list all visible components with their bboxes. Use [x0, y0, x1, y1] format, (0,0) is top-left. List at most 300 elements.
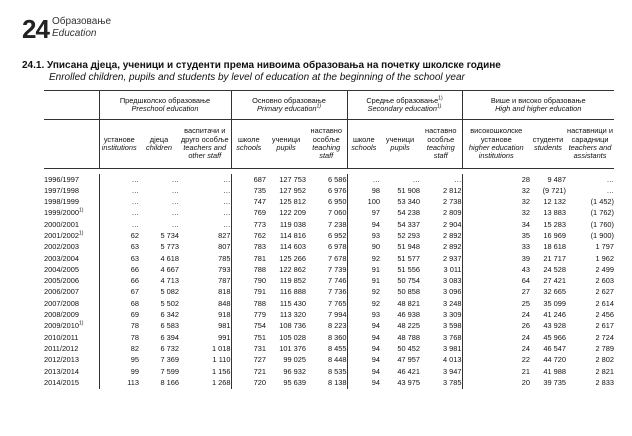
value-cell: 687: [231, 174, 266, 185]
value-cell: …: [606, 174, 614, 184]
group-header: [231, 91, 347, 120]
value-cell: 2 627: [595, 287, 614, 297]
value-cell: …: [99, 197, 139, 208]
group-label-en: [232, 105, 347, 113]
value-cell: 91: [347, 276, 380, 287]
value-cell: 3 785: [443, 377, 462, 387]
value-cell: 94: [347, 332, 380, 343]
value-cell: 818: [218, 287, 231, 297]
footnote-marker: 1): [316, 103, 321, 110]
value-cell: 44 720: [543, 355, 566, 365]
value-cell: (9 721): [542, 185, 566, 195]
value-cell: 97: [347, 208, 380, 219]
value-cell: 90: [347, 242, 380, 253]
col-label-en: teachers and other staff: [183, 143, 227, 161]
value-cell: 43 975: [397, 377, 420, 387]
value-cell: …: [171, 185, 179, 195]
value-cell: 35: [462, 230, 530, 241]
year-cell: [44, 197, 99, 208]
value-cell: 41 988: [543, 366, 566, 376]
year-cell: [44, 298, 99, 309]
value-cell: 92: [347, 298, 380, 309]
value-cell: 3 096: [443, 287, 462, 297]
col-label-en: teaching staff: [312, 143, 341, 161]
value-cell: 779: [231, 310, 266, 321]
table-row: [44, 332, 614, 343]
year-cell: [44, 253, 99, 264]
chapter-number: 24: [22, 14, 49, 44]
col-label-en: students: [534, 143, 562, 152]
year-label: 2005/2006: [44, 276, 79, 286]
table-row: [44, 343, 614, 354]
value-cell: 7 369: [160, 355, 179, 365]
col-label-sr: наставно особље: [310, 126, 342, 144]
col-label-sr: дјеца: [149, 134, 169, 144]
col-label-en: institutions: [101, 143, 137, 152]
table-row: [44, 230, 614, 241]
table-row: [44, 219, 614, 230]
value-cell: …: [223, 174, 231, 184]
value-cell: 113: [99, 377, 139, 388]
column-header: [231, 120, 266, 169]
column-header: [420, 120, 462, 169]
value-cell: (1 452): [590, 197, 614, 207]
value-cell: 2 499: [595, 264, 614, 274]
value-cell: 94: [347, 343, 380, 354]
col-label-en: teachers and assistants: [568, 143, 612, 161]
value-cell: 2 904: [443, 219, 462, 229]
value-cell: 754: [231, 321, 266, 332]
column-header: [179, 120, 231, 169]
value-cell: 720: [231, 377, 266, 388]
table-body: [44, 174, 614, 389]
value-cell: 3 981: [443, 343, 462, 353]
value-cell: 114 603: [279, 242, 306, 252]
value-cell: 3 309: [443, 310, 462, 320]
value-cell: 13 883: [543, 208, 566, 218]
col-label-sr: установе: [103, 134, 135, 144]
year-cell: [44, 219, 99, 230]
year-cell: [44, 208, 99, 219]
table-row: [44, 377, 614, 388]
value-cell: 7 238: [328, 219, 347, 229]
table-row: [44, 185, 614, 196]
value-cell: 791: [231, 287, 266, 298]
footnote-marker: 1): [78, 320, 84, 327]
value-cell: 46 421: [397, 366, 420, 376]
value-cell: 96 932: [283, 366, 306, 376]
table-row: [44, 321, 614, 332]
value-cell: 63: [99, 242, 139, 253]
value-cell: 2 603: [595, 276, 614, 286]
value-cell: 2 937: [443, 253, 462, 263]
column-header: [266, 120, 306, 169]
value-cell: 6 583: [160, 321, 179, 331]
value-cell: 78: [99, 321, 139, 332]
value-cell: …: [412, 174, 420, 184]
value-cell: 94: [347, 321, 380, 332]
value-cell: 3 083: [443, 276, 462, 286]
footnote-marker: 1): [438, 95, 443, 102]
value-cell: 94: [347, 377, 380, 388]
value-cell: 8 448: [328, 355, 347, 365]
value-cell: 95: [99, 355, 139, 366]
year-cell: [44, 332, 99, 343]
value-cell: 2 821: [595, 366, 614, 376]
value-cell: 53 340: [397, 197, 420, 207]
value-cell: 6 732: [160, 343, 179, 353]
table-row: [44, 208, 614, 219]
value-cell: 751: [231, 332, 266, 343]
value-cell: …: [171, 208, 179, 218]
value-cell: 7 599: [160, 366, 179, 376]
value-cell: 2 892: [443, 230, 462, 240]
value-cell: 78: [99, 332, 139, 343]
value-cell: 22: [462, 355, 530, 366]
value-cell: 51 908: [397, 185, 420, 195]
value-cell: 115 430: [279, 298, 306, 308]
value-cell: 12 132: [543, 197, 566, 207]
col-label-en: pupils: [276, 143, 296, 152]
group-label-sr: Средње образовање: [366, 95, 439, 105]
value-cell: 7 736: [328, 287, 347, 297]
value-cell: 2 724: [595, 332, 614, 342]
value-cell: 18 618: [543, 242, 566, 252]
year-cell: [44, 185, 99, 196]
value-cell: 24 528: [543, 264, 566, 274]
col-label-sr: ученици: [385, 134, 415, 144]
value-cell: 721: [231, 366, 266, 377]
value-cell: 93: [347, 230, 380, 241]
value-cell: …: [171, 219, 179, 229]
value-cell: 781: [231, 253, 266, 264]
value-cell: 1 018: [212, 343, 231, 353]
value-cell: 2 809: [443, 208, 462, 218]
value-cell: 101 376: [279, 343, 306, 353]
value-cell: 92: [347, 287, 380, 298]
group-label-sr: Основно образовање: [252, 95, 326, 105]
column-header: [462, 120, 530, 169]
chapter-heading: [52, 16, 111, 40]
column-header: [530, 120, 566, 169]
value-cell: (1 900): [590, 230, 614, 240]
value-cell: 127 952: [279, 185, 306, 195]
value-cell: 93: [347, 310, 380, 321]
value-cell: 2 738: [443, 197, 462, 207]
value-cell: 3 011: [443, 264, 462, 274]
footnote-marker: 1): [78, 230, 84, 237]
value-cell: 122 209: [279, 208, 306, 218]
value-cell: …: [99, 185, 139, 196]
value-cell: 8 166: [160, 377, 179, 387]
table-row: [44, 310, 614, 321]
value-cell: 99 025: [283, 355, 306, 365]
value-cell: 4 667: [160, 264, 179, 274]
year-label: 2000/2001: [44, 219, 79, 229]
value-cell: 8 223: [328, 321, 347, 331]
value-cell: 788: [231, 264, 266, 275]
value-cell: 122 862: [279, 264, 306, 274]
value-cell: 918: [218, 310, 231, 320]
value-cell: 46 938: [397, 310, 420, 320]
year-label: 2014/2015: [44, 377, 79, 387]
value-cell: 91: [347, 264, 380, 275]
value-cell: 787: [218, 276, 231, 286]
column-header: [139, 120, 179, 169]
value-cell: 5 502: [160, 298, 179, 308]
value-cell: 6 952: [328, 230, 347, 240]
value-cell: 68: [99, 298, 139, 309]
value-cell: 793: [218, 264, 231, 274]
col-label-sr: наставници и сарадници: [567, 126, 613, 144]
year-cell: [44, 355, 99, 366]
value-cell: 7 994: [328, 310, 347, 320]
value-cell: 28: [462, 174, 530, 185]
col-label-sr: високошколске установе: [470, 126, 523, 144]
col-label-en: teaching staff: [426, 143, 455, 161]
value-cell: 7 746: [328, 276, 347, 286]
value-cell: …: [99, 208, 139, 219]
value-cell: …: [606, 185, 614, 195]
value-cell: 39: [462, 253, 530, 264]
value-cell: …: [99, 219, 139, 230]
group-label-en: High and higher education: [495, 104, 582, 113]
value-cell: 43 928: [543, 321, 566, 331]
value-cell: 9 487: [547, 174, 566, 184]
table-title-en: Enrolled children, pupils and students by level of education at the beginning of the school year: [49, 72, 465, 83]
group-label-en-text: Secondary education: [367, 104, 437, 113]
value-cell: 6 976: [328, 185, 347, 195]
table-title-sr: Уписана дјеца, ученици и студенти према нивоима образовања на почетку школске године: [47, 60, 501, 71]
group-header: [99, 91, 231, 120]
value-cell: 6 394: [160, 332, 179, 342]
value-cell: 63: [99, 253, 139, 264]
year-cell: [44, 230, 99, 241]
year-label: 2011/2012: [44, 343, 79, 353]
value-cell: 92: [347, 253, 380, 264]
table-row: [44, 287, 614, 298]
year-label: 2010/2011: [44, 332, 79, 342]
value-cell: 7 765: [328, 298, 347, 308]
year-label: 1999/2000: [44, 208, 79, 218]
value-cell: 20: [462, 377, 530, 388]
value-cell: 783: [231, 242, 266, 253]
value-cell: 34: [462, 219, 530, 230]
value-cell: 8 455: [328, 343, 347, 353]
value-cell: 119 852: [279, 276, 306, 286]
value-cell: 125 266: [279, 253, 306, 263]
value-cell: …: [223, 208, 231, 218]
value-cell: 32: [462, 197, 530, 208]
value-cell: 48 788: [397, 332, 420, 342]
value-cell: 735: [231, 185, 266, 196]
value-cell: 4 618: [160, 253, 179, 263]
footnote-marker: 1): [78, 207, 84, 214]
value-cell: …: [347, 174, 380, 185]
value-cell: …: [223, 185, 231, 195]
table-number: 24.1.: [22, 60, 45, 71]
table-row: [44, 264, 614, 275]
year-cell: [44, 276, 99, 287]
year-cell: [44, 310, 99, 321]
value-cell: 54 337: [397, 219, 420, 229]
value-cell: 99: [99, 366, 139, 377]
year-label: 2001/2002: [44, 230, 79, 240]
table-row: [44, 197, 614, 208]
group-label-sr: Предшколско образовање: [119, 95, 211, 105]
value-cell: 3 598: [443, 321, 462, 331]
value-cell: 32: [462, 185, 530, 196]
value-cell: 5 773: [160, 242, 179, 252]
value-cell: 6 586: [328, 174, 347, 184]
value-cell: 807: [218, 242, 231, 252]
value-cell: 1 110: [212, 355, 231, 365]
col-label-en: pupils: [390, 143, 410, 152]
value-cell: 48 821: [397, 298, 420, 308]
year-cell: [44, 377, 99, 388]
chapter-title-en: Education: [52, 28, 97, 39]
value-cell: 6 950: [328, 197, 347, 207]
value-cell: 1 156: [212, 366, 231, 376]
col-label-sr: васпитачи и друго особље: [180, 126, 229, 144]
value-cell: 21 717: [543, 253, 566, 263]
value-cell: 64: [462, 276, 530, 287]
value-cell: 33: [462, 242, 530, 253]
value-cell: 1 962: [595, 253, 614, 263]
value-cell: 116 888: [279, 287, 306, 297]
value-cell: 827: [218, 230, 231, 240]
col-label-sr: школе: [352, 134, 375, 144]
value-cell: 2 617: [595, 321, 614, 331]
value-cell: 26: [462, 321, 530, 332]
year-cell: [44, 366, 99, 377]
value-cell: 2 456: [595, 310, 614, 320]
value-cell: 769: [231, 208, 266, 219]
value-cell: 125 812: [279, 197, 306, 207]
value-cell: 6 978: [328, 242, 347, 252]
value-cell: …: [223, 197, 231, 207]
value-cell: 66: [99, 264, 139, 275]
value-cell: 727: [231, 355, 266, 366]
col-label-en: schools: [236, 143, 262, 152]
table-row: [44, 355, 614, 366]
value-cell: 46 547: [543, 343, 566, 353]
value-cell: 21: [462, 366, 530, 377]
table-row: [44, 174, 614, 185]
group-label-en: Preschool education: [131, 104, 199, 113]
value-cell: 52 293: [397, 230, 420, 240]
value-cell: 1 797: [595, 242, 614, 252]
value-cell: 98: [347, 185, 380, 196]
value-cell: 3 248: [443, 298, 462, 308]
col-label-en: higher education institutions: [468, 143, 524, 161]
col-label-sr: школе: [237, 134, 260, 144]
value-cell: 788: [231, 298, 266, 309]
year-cell: [44, 242, 99, 253]
year-cell: [44, 174, 99, 185]
value-cell: (1 762): [590, 208, 614, 218]
value-cell: 991: [218, 332, 231, 342]
value-cell: 82: [99, 343, 139, 354]
group-label-sr: Више и високо образовање: [490, 95, 586, 105]
year-cell: [44, 264, 99, 275]
value-cell: 8 360: [328, 332, 347, 342]
value-cell: 48 225: [397, 321, 420, 331]
value-cell: 773: [231, 219, 266, 230]
value-cell: 66: [99, 276, 139, 287]
value-cell: 2 789: [595, 343, 614, 353]
year-label: 1998/1999: [44, 197, 79, 207]
value-cell: 3 947: [443, 366, 462, 376]
value-cell: 7 678: [328, 253, 347, 263]
value-cell: 1 268: [212, 377, 231, 387]
value-cell: 5 082: [160, 287, 179, 297]
column-header: [347, 120, 380, 169]
value-cell: 5 734: [160, 230, 179, 240]
value-cell: 51 577: [397, 253, 420, 263]
value-cell: 2 802: [595, 355, 614, 365]
value-cell: 4 713: [160, 276, 179, 286]
value-cell: 6 342: [160, 310, 179, 320]
value-cell: 27: [462, 287, 530, 298]
column-header: [380, 120, 420, 169]
value-cell: 2 892: [443, 242, 462, 252]
col-label-sr: студенти: [532, 134, 564, 144]
year-label: 2009/2010: [44, 321, 79, 331]
value-cell: 27 421: [543, 276, 566, 286]
table-row: [44, 298, 614, 309]
value-cell: 41 246: [543, 310, 566, 320]
group-label-en: [348, 105, 462, 113]
table-title: [22, 60, 501, 83]
value-cell: 7 060: [328, 208, 347, 218]
year-cell: [44, 287, 99, 298]
year-label: 2002/2003: [44, 242, 79, 252]
value-cell: 67: [99, 287, 139, 298]
value-cell: 62: [99, 230, 139, 241]
value-cell: (1 760): [590, 219, 614, 229]
year-label: 2003/2004: [44, 253, 79, 263]
value-cell: 127 753: [279, 174, 306, 184]
year-label: 1996/1997: [44, 174, 79, 184]
year-cell: [44, 343, 99, 354]
group-header: [347, 91, 462, 120]
value-cell: 39 735: [543, 377, 566, 387]
value-cell: 2 812: [443, 185, 462, 195]
value-cell: 24: [462, 332, 530, 343]
value-cell: 94: [347, 219, 380, 230]
year-label: 2008/2009: [44, 310, 79, 320]
value-cell: 731: [231, 343, 266, 354]
value-cell: 119 038: [279, 219, 306, 229]
footnote-marker: 1): [437, 103, 442, 110]
year-label: 2007/2008: [44, 298, 79, 308]
col-label-sr: ученици: [271, 134, 301, 144]
year-label: 2004/2005: [44, 264, 79, 274]
value-cell: 24: [462, 343, 530, 354]
value-cell: 47 957: [397, 355, 420, 365]
year-label: 2012/2013: [44, 355, 79, 365]
value-cell: 43: [462, 264, 530, 275]
value-cell: 94: [347, 355, 380, 366]
column-header: [99, 120, 139, 169]
value-cell: 32: [462, 208, 530, 219]
value-cell: 747: [231, 197, 266, 208]
col-label-sr: наставно особље: [425, 126, 457, 144]
year-label: 1997/1998: [44, 185, 79, 195]
enrollment-table: [44, 90, 614, 389]
chapter-title-sr: Образовање: [52, 16, 111, 27]
